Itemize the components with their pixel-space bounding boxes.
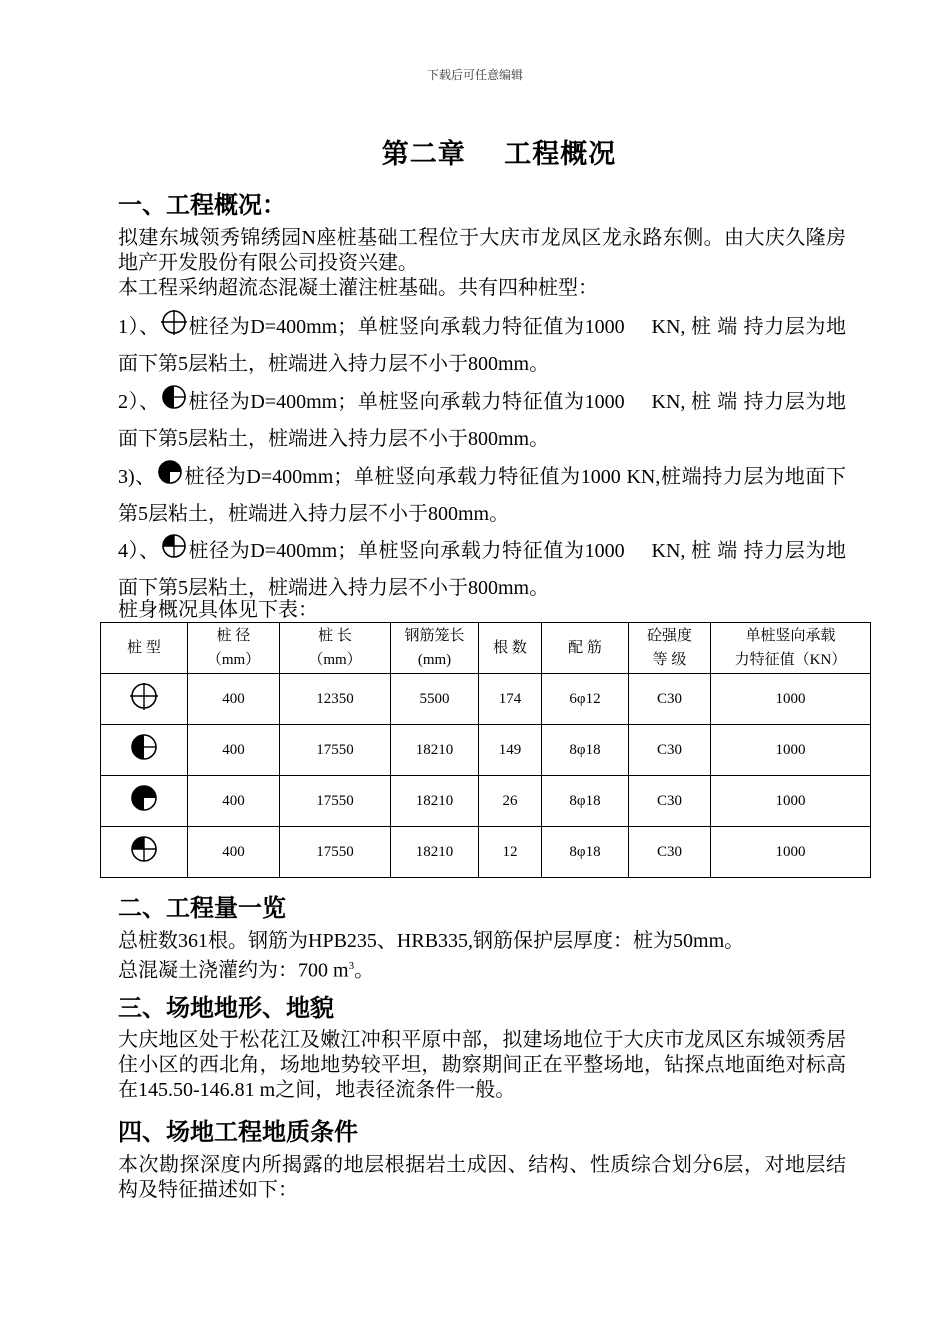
cell-cage: 18210: [391, 776, 479, 827]
cell-symbol: [101, 827, 188, 878]
table-row: [101, 725, 871, 776]
cell-cage: 18210: [391, 725, 479, 776]
section-2-paragraph-2: 总混凝土浇灌约为：700 $m^3$。: [118, 959, 375, 982]
table-header-row: [101, 623, 871, 674]
section-2-paragraph-1: 总桩数361根。钢筋为HPB235、HRB335,钢筋保护层厚度：桩为50mm。: [118, 930, 745, 952]
cell-grade: C30: [629, 827, 711, 878]
cell-diameter: 400: [188, 827, 280, 878]
cell-capacity: 1000: [711, 827, 871, 878]
section-3-paragraph-1: 大庆地区处于松花江及嫩江冲积平原中部，拟建场地位于大庆市龙凤区东城领秀居住小区的西北角，场地地势较平坦，勘察期间正在平整场地，钻探点地面绝对标高在145.50-146.81 m之间，地表径流条件一般。: [118, 1029, 846, 1101]
cell-count: 26: [479, 776, 542, 827]
pile-three-quarter-filled-icon: [128, 802, 160, 818]
pile-quarter-filled-icon: [160, 534, 188, 571]
pile-left-half-filled-icon: [160, 385, 188, 422]
table-row: [101, 827, 871, 878]
col-header-count: 根 数: [479, 623, 542, 674]
table-row: [101, 776, 871, 827]
cell-length: 12350: [280, 674, 391, 725]
col-header-capacity: 单桩竖向承载 力特征值（KN）: [711, 623, 871, 674]
section-1-paragraph-1: 拟建东城领秀锦绣园N座桩基础工程位于大庆市龙凤区龙永路东侧。由大庆久隆房地产开发股份有限公司投资兴建。: [118, 227, 846, 274]
section-4-paragraph-1: 本次勘探深度内所揭露的地层根据岩土成因、结构、性质综合划分6层，对地层结构及特征描述如下：: [118, 1154, 846, 1201]
col-header-rebar: 配 筋: [542, 623, 629, 674]
section-4-heading: 四、场地工程地质条件: [118, 1118, 358, 1146]
cell-length: 17550: [280, 827, 391, 878]
section-3-heading: 三、场地地形、地貌: [118, 994, 334, 1022]
item-text: 桩径为D=400mm；单桩竖向承载力特征值为1000 KN,桩端持力层为地面下第5层粘土，桩端进入持力层不小于800mm。: [118, 466, 846, 525]
cell-capacity: 1000: [711, 674, 871, 725]
cell-symbol: [101, 725, 188, 776]
pile-type-item-1: [118, 310, 846, 381]
pile-type-item-4: [118, 534, 846, 605]
item-number: 3)、: [118, 466, 156, 488]
pile-quarter-filled-icon: [128, 853, 160, 869]
pile-type-item-2: [118, 385, 846, 456]
cell-diameter: 400: [188, 776, 280, 827]
cell-rebar: 6φ12: [542, 674, 629, 725]
col-header-type: 桩 型: [101, 623, 188, 674]
col-header-grade: 砼强度 等 级: [629, 623, 711, 674]
table-row: [101, 674, 871, 725]
cell-length: 17550: [280, 776, 391, 827]
pile-type-item-3: [118, 460, 846, 531]
cell-cage: 18210: [391, 827, 479, 878]
pile-cross-open-icon: [160, 310, 188, 347]
item-number: 1）、: [118, 316, 160, 338]
cell-rebar: 8φ18: [542, 827, 629, 878]
col-header-diameter: 桩 径 （mm）: [188, 623, 280, 674]
cell-capacity: 1000: [711, 725, 871, 776]
cell-grade: C30: [629, 674, 711, 725]
cell-length: 17550: [280, 725, 391, 776]
table-intro: 桩身概况具体见下表：: [118, 599, 318, 621]
item-text: 桩径为D=400mm；单桩竖向承载力特征值为1000 KN, 桩 端 持力层为地面下第5层粘土，桩端进入持力层不小于800mm。: [118, 540, 846, 599]
cell-symbol: [101, 776, 188, 827]
section-1-heading: 一、工程概况：: [118, 191, 286, 219]
section-2-heading: 二、工程量一览: [118, 894, 286, 922]
cell-count: 174: [479, 674, 542, 725]
section-1-paragraph-2: 本工程采纳超流态混凝土灌注桩基础。共有四种桩型：: [118, 277, 598, 299]
item-number: 2）、: [118, 391, 160, 413]
item-text: 桩径为D=400mm；单桩竖向承载力特征值为1000 KN, 桩 端 持力层为地面下第5层粘土，桩端进入持力层不小于800mm。: [118, 391, 846, 450]
col-header-length: 桩 长 （mm）: [280, 623, 391, 674]
pile-summary-table: [100, 622, 871, 878]
cell-symbol: [101, 674, 188, 725]
item-number: 4）、: [118, 540, 160, 562]
cell-rebar: 8φ18: [542, 725, 629, 776]
cell-diameter: 400: [188, 725, 280, 776]
cell-capacity: 1000: [711, 776, 871, 827]
col-header-cage-length: 钢筋笼长 (mm): [391, 623, 479, 674]
pile-cross-open-icon: [128, 700, 160, 716]
cell-grade: C30: [629, 776, 711, 827]
cell-grade: C30: [629, 725, 711, 776]
cell-rebar: 8φ18: [542, 776, 629, 827]
item-text: 桩径为D=400mm；单桩竖向承载力特征值为1000 KN, 桩 端 持力层为地面下第5层粘土，桩端进入持力层不小于800mm。: [118, 316, 846, 375]
cell-count: 149: [479, 725, 542, 776]
chapter-title: 第二章 工程概况: [381, 139, 617, 170]
pile-left-half-filled-icon: [128, 751, 160, 767]
cell-count: 12: [479, 827, 542, 878]
cell-cage: 5500: [391, 674, 479, 725]
pile-three-quarter-filled-icon: [156, 460, 184, 497]
header-note: 下载后可任意编辑: [426, 68, 523, 82]
cell-diameter: 400: [188, 674, 280, 725]
